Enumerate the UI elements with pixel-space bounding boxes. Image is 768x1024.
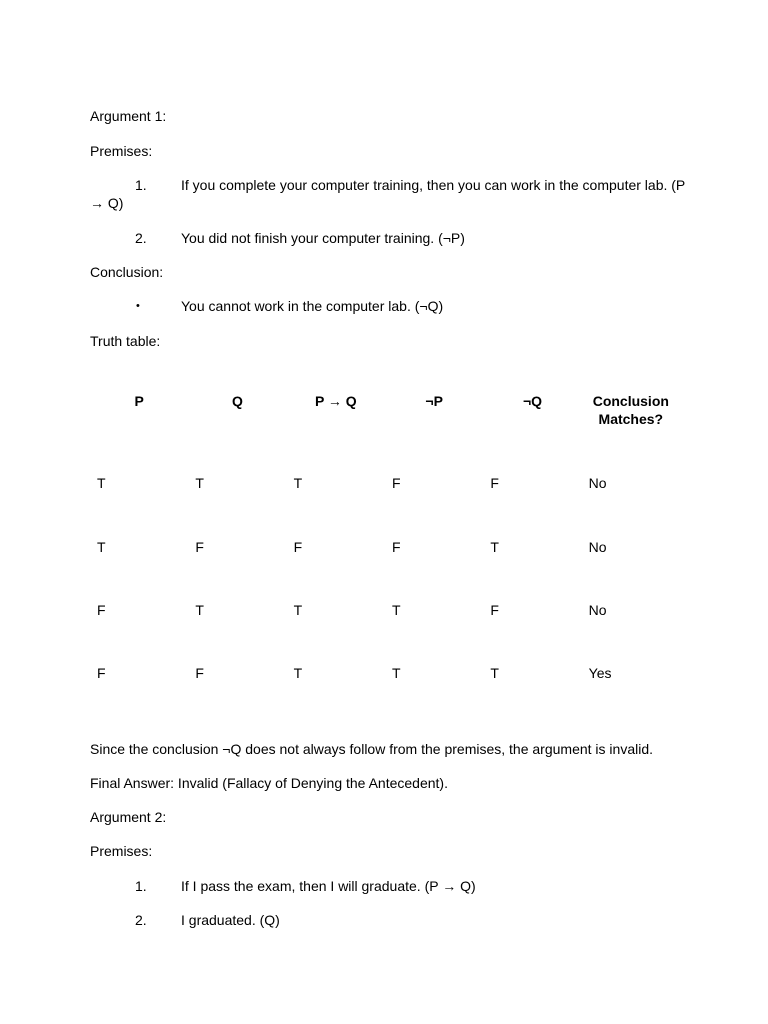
table-cell: T xyxy=(391,601,401,618)
argument-1-analysis: Since the conclusion ¬Q does not always follow from the premises, the argument is invalid. xyxy=(90,741,654,757)
bullet-icon: • xyxy=(136,300,140,312)
table-cell: F xyxy=(97,664,106,681)
header-p-implies-q: P → Q xyxy=(314,393,357,409)
table-cell: T xyxy=(490,538,499,555)
header-conclusion-matches: Conclusion Matches? xyxy=(592,393,669,427)
table-cell: Yes xyxy=(588,664,612,681)
premise-text: You did not finish your computer training. (¬P) xyxy=(181,230,465,246)
table-cell: T xyxy=(195,474,204,491)
table-row xyxy=(90,450,680,515)
table-cell: T xyxy=(490,664,499,681)
table-cell: T xyxy=(97,538,106,555)
header-not-p: ¬P xyxy=(425,393,443,409)
table-cell: T xyxy=(195,601,204,618)
argument-2-premise-1 xyxy=(90,877,690,895)
table-cell: T xyxy=(293,474,303,491)
argument-1-heading: Argument 1: xyxy=(90,108,167,124)
list-number: 2. xyxy=(135,912,147,928)
argument-2-premise-2 xyxy=(90,911,690,929)
table-row xyxy=(90,641,680,704)
table-cell: F xyxy=(195,664,204,681)
table-cell: T xyxy=(97,474,106,491)
truth-table xyxy=(90,392,680,704)
premise-text-line-1: If you complete your computer training, then you can work in the computer lab. (P xyxy=(181,177,686,193)
argument-2-heading: Argument 2: xyxy=(90,809,167,825)
list-number: 1. xyxy=(135,177,147,193)
argument-1-premise-2 xyxy=(90,229,690,247)
table-cell: F xyxy=(490,601,499,618)
list-number: 2. xyxy=(135,230,147,246)
header-not-q: ¬Q xyxy=(522,393,543,409)
table-row xyxy=(90,578,680,641)
table-cell: T xyxy=(391,664,401,681)
table-cell: T xyxy=(293,664,303,681)
list-number: 1. xyxy=(135,878,147,894)
premise-text: I graduated. (Q) xyxy=(181,912,280,928)
argument-2-premises-label: Premises: xyxy=(90,843,153,859)
table-cell: F xyxy=(391,538,401,555)
header-q: Q xyxy=(232,393,243,409)
argument-1-premises-label: Premises: xyxy=(90,143,153,159)
table-cell: T xyxy=(293,601,303,618)
premise-text: If I pass the exam, then I will graduate. (P → Q) xyxy=(181,878,476,894)
table-cell: F xyxy=(490,474,499,491)
argument-1-conclusion-item xyxy=(90,297,690,315)
argument-1-premise-1 xyxy=(90,176,690,212)
header-p: P xyxy=(134,393,144,409)
table-row xyxy=(90,515,680,578)
truth-table-header-row xyxy=(90,392,680,450)
table-cell: F xyxy=(391,474,401,491)
table-cell: F xyxy=(195,538,204,555)
premise-text-line-2: → Q) xyxy=(90,195,124,211)
argument-1-conclusion-label: Conclusion: xyxy=(90,264,164,280)
argument-1-final-answer: Final Answer: Invalid (Fallacy of Denying the Antecedent). xyxy=(90,775,448,791)
table-cell: F xyxy=(97,601,106,618)
table-cell: No xyxy=(588,601,607,618)
table-cell: No xyxy=(588,538,607,555)
conclusion-text: You cannot work in the computer lab. (¬Q) xyxy=(181,298,444,314)
table-cell: No xyxy=(588,474,607,491)
truth-table-label: Truth table: xyxy=(90,333,161,349)
table-cell: F xyxy=(293,538,303,555)
